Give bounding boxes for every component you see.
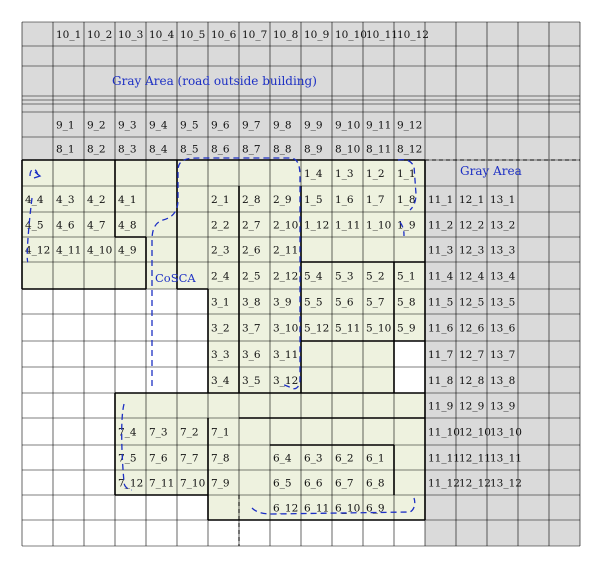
cell-label: 3_6	[242, 349, 261, 361]
cell-label: 4_4	[25, 194, 44, 206]
cell-label: 1_1	[397, 168, 416, 180]
cell-label: 11_1	[428, 194, 454, 206]
cell-label: 11_8	[428, 375, 454, 387]
cell-label: 2_7	[242, 219, 261, 232]
cell-label: 2_1	[211, 194, 230, 206]
cell-label: 11_11	[428, 452, 460, 465]
cell-label: 13_3	[490, 244, 516, 257]
cell-label: 6_5	[273, 477, 292, 490]
cell-label: 8_11	[366, 143, 392, 156]
cell-label: 8_3	[118, 143, 137, 156]
cell-label: 1_8	[397, 194, 416, 206]
cell-label: 5_5	[304, 296, 323, 309]
cell-label: 7_8	[211, 452, 230, 465]
cell-label: 2_9	[273, 194, 292, 206]
cell-label: 8_1	[56, 143, 75, 156]
cell-label: 3_12	[273, 375, 299, 387]
cell-label: 12_9	[459, 400, 485, 413]
cell-label: 1_3	[335, 168, 354, 180]
cell-label: 12_7	[459, 349, 485, 361]
cell-label: 3_1	[211, 296, 230, 309]
cell-label: 3_7	[242, 322, 261, 335]
cell-label: 11_7	[428, 349, 454, 361]
cell-label: 10_7	[242, 29, 268, 41]
cell-label: 5_6	[335, 296, 354, 309]
cell-label: 4_2	[87, 194, 106, 206]
cell-label: 7_12	[118, 477, 144, 490]
cell-label: 1_2	[366, 168, 385, 180]
cell-label: 12_5	[459, 296, 485, 309]
cell-label: 12_3	[459, 244, 485, 257]
cell-label: 13_2	[490, 219, 516, 232]
cell-label: 5_10	[366, 322, 392, 335]
cell-label: 10_10	[335, 29, 367, 41]
cell-label: 10_8	[273, 29, 299, 41]
cell-label: 5_2	[366, 270, 385, 283]
cell-label: 4_12	[25, 244, 51, 257]
cell-label: 7_9	[211, 477, 230, 490]
cell-label: 9_6	[211, 119, 230, 132]
cell-label: 3_2	[211, 322, 230, 335]
cell-label: 2_10	[273, 219, 299, 232]
cell-label: 2_8	[242, 194, 261, 206]
cell-label: 9_5	[180, 119, 199, 132]
cell-label: 10_6	[211, 29, 237, 41]
cell-label: 8_12	[397, 143, 423, 156]
cell-label: 6_6	[304, 477, 323, 490]
cell-label: 7_10	[180, 477, 206, 490]
cell-label: 10_5	[180, 29, 206, 41]
cell-label: 13_4	[490, 270, 516, 283]
cell-label: 11_4	[428, 270, 454, 283]
cell-label: 7_5	[118, 452, 137, 465]
cell-label: 5_1	[397, 270, 416, 283]
cell-label: 1_12	[304, 219, 330, 232]
cell-label: 3_5	[242, 375, 261, 387]
cell-label: 12_2	[459, 219, 485, 232]
cell-label: 12_4	[459, 270, 485, 283]
cell-label: 2_3	[211, 244, 230, 257]
cell-label: 3_11	[273, 349, 299, 361]
cell-label: 6_7	[335, 477, 354, 490]
cell-label: 8_5	[180, 143, 199, 156]
cell-label: 6_2	[335, 452, 354, 465]
cell-label: 8_9	[304, 143, 323, 156]
cell-label: 8_6	[211, 143, 230, 156]
cell-label: 8_4	[149, 143, 168, 156]
cell-label: 6_9	[366, 502, 385, 515]
cell-label: 5_11	[335, 322, 361, 335]
cell-label: 7_7	[180, 452, 199, 465]
cell-label: 10_4	[149, 29, 175, 41]
cell-label: 13_8	[490, 375, 516, 387]
cell-label: 12_11	[459, 452, 491, 465]
cell-label: 1_9	[397, 219, 416, 232]
cell-label: 6_11	[304, 502, 330, 515]
cell-label: 9_7	[242, 119, 261, 132]
gray-area-road-label: Gray Area (road outside building)	[112, 74, 317, 88]
cell-label: 6_12	[273, 502, 299, 515]
cell-label: 9_8	[273, 119, 292, 132]
cell-label: 11_3	[428, 244, 454, 257]
cell-label: 4_1	[118, 194, 137, 206]
cell-label: 7_3	[149, 426, 168, 439]
cell-label: 8_8	[273, 143, 292, 156]
cell-label: 12_12	[459, 477, 491, 490]
cell-label: 3_3	[211, 349, 230, 361]
cell-label: 9_9	[304, 119, 323, 132]
cell-label: 4_8	[118, 219, 137, 232]
cell-label: 1_7	[366, 194, 385, 206]
cell-label: 4_11	[56, 244, 82, 257]
cell-label: 10_2	[87, 29, 113, 41]
cell-label: 7_1	[211, 426, 230, 439]
cell-label: 4_3	[56, 194, 75, 206]
cell-label: 7_2	[180, 426, 199, 439]
cell-label: 9_2	[87, 119, 106, 132]
cell-label: 11_2	[428, 219, 454, 232]
cell-label: 9_4	[149, 119, 168, 132]
cell-label: 2_4	[211, 270, 230, 283]
cell-label: 11_6	[428, 322, 454, 335]
cell-label: 10_3	[118, 29, 144, 41]
cell-label: 5_8	[397, 296, 416, 309]
cell-label: 5_9	[397, 322, 416, 335]
cell-label: 13_7	[490, 349, 516, 361]
cell-label: 3_10	[273, 322, 299, 335]
cell-label: 1_10	[366, 219, 392, 232]
cell-label: 10_9	[304, 29, 330, 41]
cell-label: 13_12	[490, 477, 522, 490]
cell-label: 7_4	[118, 426, 137, 439]
cell-label: 8_7	[242, 143, 261, 156]
cell-label: 9_3	[118, 119, 137, 132]
cell-label: 7_11	[149, 477, 175, 490]
cell-label: 13_10	[490, 426, 522, 439]
cell-label: 1_6	[335, 194, 354, 206]
cell-label: 9_12	[397, 119, 423, 132]
cell-label: 7_6	[149, 452, 168, 465]
cell-label: 11_5	[428, 296, 454, 309]
cell-label: 9_10	[335, 119, 361, 132]
cosca-label: CoSCA	[155, 271, 196, 285]
cell-label: 12_6	[459, 322, 485, 335]
cell-label: 13_5	[490, 296, 516, 309]
cell-label: 11_10	[428, 426, 460, 439]
cell-label: 4_10	[87, 244, 113, 257]
cell-label: 6_3	[304, 452, 323, 465]
cell-label: 13_9	[490, 400, 516, 413]
cell-label: 4_7	[87, 219, 106, 232]
cell-label: 11_12	[428, 477, 460, 490]
cell-label: 2_12	[273, 270, 299, 283]
cell-label: 11_9	[428, 400, 454, 413]
cell-label: 5_3	[335, 270, 354, 283]
cell-label: 3_4	[211, 375, 230, 387]
cell-label: 1_11	[335, 219, 361, 232]
cell-label: 8_10	[335, 143, 361, 156]
cell-label: 13_11	[490, 452, 522, 465]
cell-label: 13_6	[490, 322, 516, 335]
cell-label: 1_4	[304, 168, 323, 180]
cell-label: 4_6	[56, 219, 75, 232]
cell-label: 5_7	[366, 296, 385, 309]
cell-label: 8_2	[87, 143, 106, 156]
gray-area-right-label: Gray Area	[460, 164, 522, 178]
cell-label: 5_4	[304, 270, 323, 283]
cell-label: 6_1	[366, 452, 385, 465]
cell-label: 13_1	[490, 194, 516, 206]
cell-label: 12_1	[459, 194, 485, 206]
cell-label: 6_4	[273, 452, 292, 465]
cell-label: 12_8	[459, 375, 485, 387]
cell-label: 10_11	[366, 29, 398, 41]
cell-label: 2_6	[242, 244, 261, 257]
cell-label: 6_10	[335, 502, 361, 515]
cell-label: 9_1	[56, 119, 75, 132]
cell-label: 12_10	[459, 426, 491, 439]
cell-label: 1_5	[304, 194, 323, 206]
cell-label: 10_12	[397, 29, 429, 41]
cell-label: 2_11	[273, 244, 299, 257]
cell-label: 4_9	[118, 244, 137, 257]
cell-label: 2_2	[211, 219, 230, 232]
cell-label: 6_8	[366, 477, 385, 490]
cell-label: 9_11	[366, 119, 392, 132]
cell-label: 2_5	[242, 270, 261, 283]
cell-label: 5_12	[304, 322, 330, 335]
cell-label: 3_8	[242, 296, 261, 309]
cell-label: 10_1	[56, 29, 82, 41]
cell-label: 4_5	[25, 219, 44, 232]
cell-label: 3_9	[273, 296, 292, 309]
